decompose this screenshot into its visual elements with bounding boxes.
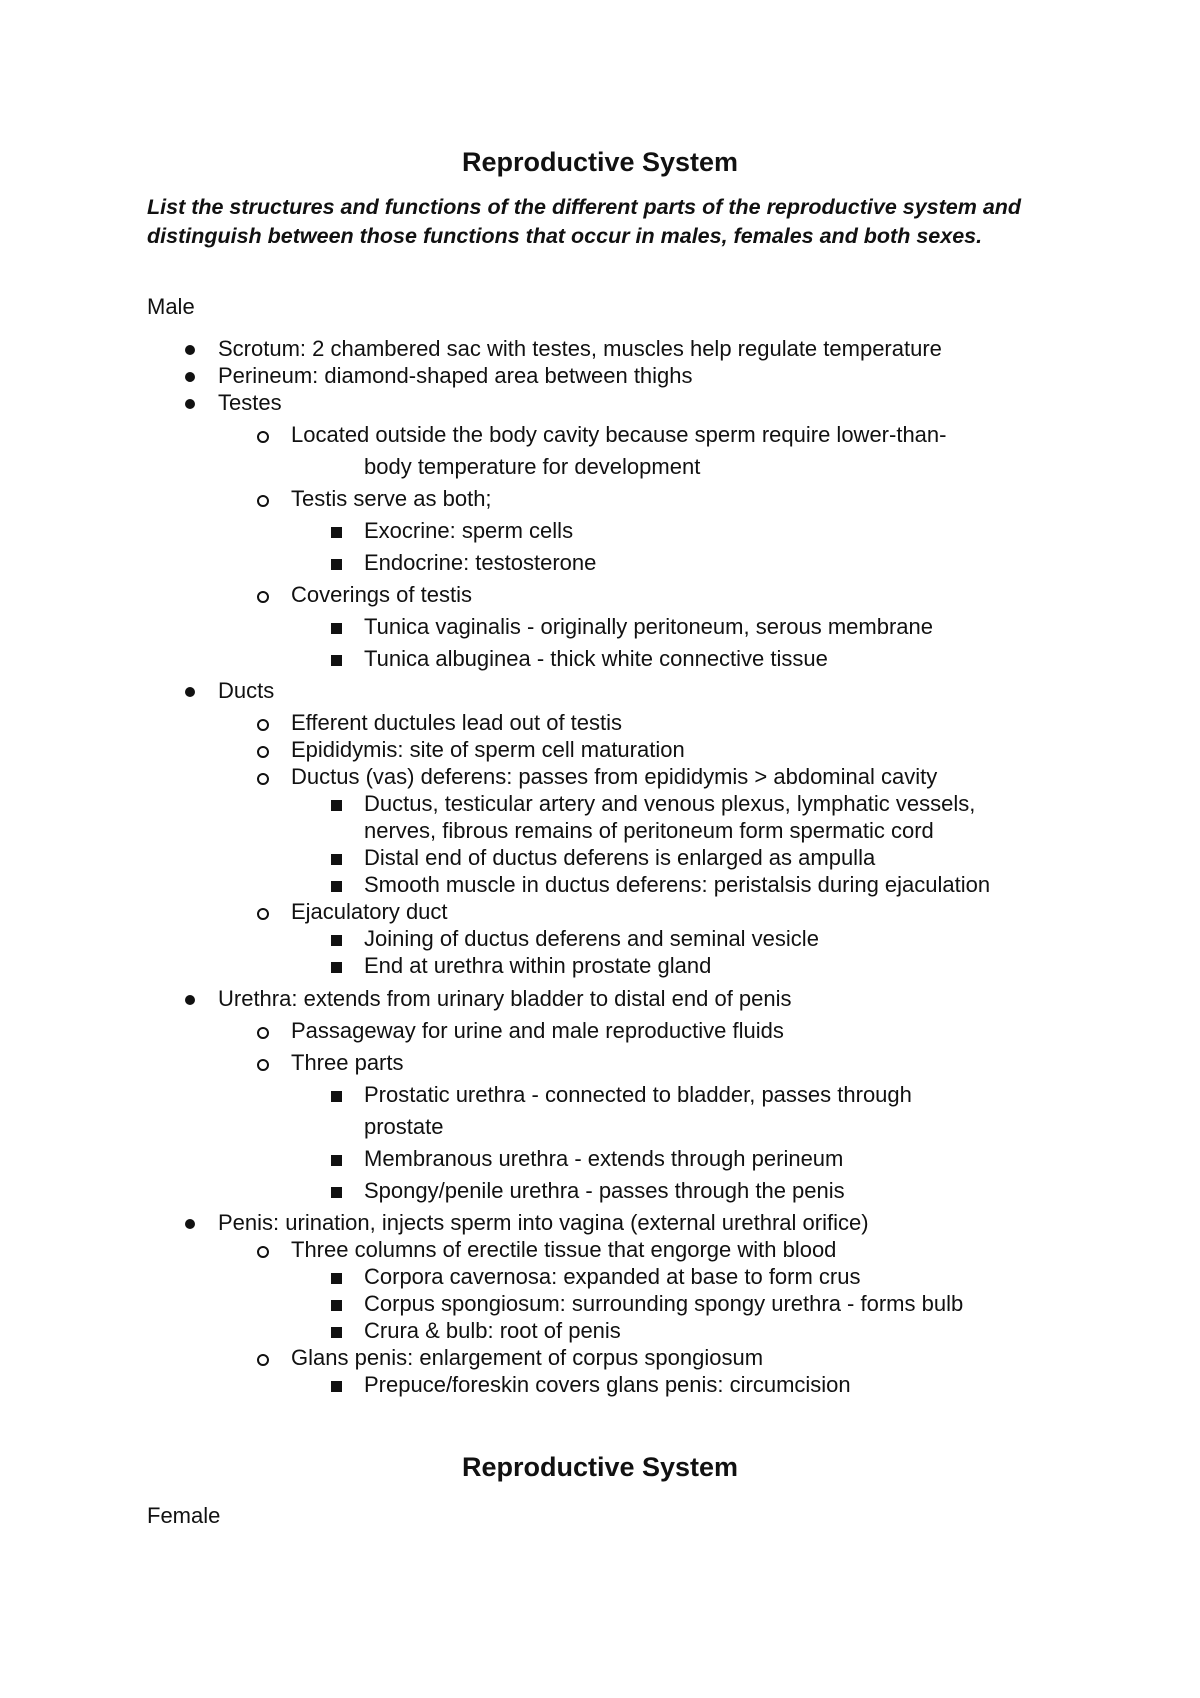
list-item-level-3: Exocrine: sperm cells xyxy=(364,518,574,543)
list-item-continuation: body temperature for development xyxy=(364,454,701,479)
square-bullet-icon xyxy=(331,1327,342,1338)
list-item-level-2: Epididymis: site of sperm cell maturation xyxy=(291,737,685,762)
circle-bullet-icon xyxy=(257,1246,269,1258)
square-bullet-icon xyxy=(331,1300,342,1311)
list-item-level-1: Urethra: extends from urinary bladder to distal end of penis xyxy=(218,986,792,1011)
square-bullet-icon xyxy=(331,655,342,666)
page-title: Reproductive System xyxy=(461,147,739,177)
circle-bullet-icon xyxy=(257,1027,269,1039)
list-item-level-1: Perineum: diamond-shaped area between thighs xyxy=(218,363,693,388)
circle-bullet-icon xyxy=(257,908,269,920)
list-item-continuation: nerves, fibrous remains of peritoneum form spermatic cord xyxy=(364,818,934,843)
square-bullet-icon xyxy=(331,1381,342,1392)
intro-objective: List the structures and functions of the different parts of the reproductive system and distinguish between those functions that occur in males, females and both sexes. xyxy=(147,195,1022,248)
section-label-male: Male xyxy=(147,294,195,319)
square-bullet-icon xyxy=(331,935,342,946)
list-item-level-1: Ducts xyxy=(218,678,275,703)
list-item-level-3: Distal end of ductus deferens is enlarged as ampulla xyxy=(364,845,876,870)
list-item-level-3: Corpus spongiosum: surrounding spongy urethra - forms bulb xyxy=(364,1291,964,1316)
list-item-level-3: Endocrine: testosterone xyxy=(364,550,597,575)
circle-bullet-icon xyxy=(257,431,269,443)
list-item-level-3: Spongy/penile urethra - passes through the penis xyxy=(364,1178,845,1203)
square-bullet-icon xyxy=(331,1187,342,1198)
circle-bullet-icon xyxy=(257,591,269,603)
list-item-level-2: Ejaculatory duct xyxy=(291,899,448,924)
square-bullet-icon xyxy=(331,559,342,570)
square-bullet-icon xyxy=(331,881,342,892)
disc-bullet-icon xyxy=(185,372,195,382)
circle-bullet-icon xyxy=(257,1354,269,1366)
disc-bullet-icon xyxy=(185,687,195,697)
disc-bullet-icon xyxy=(185,399,195,409)
circle-bullet-icon xyxy=(257,1059,269,1071)
list-item-level-2: Ductus (vas) deferens: passes from epididymis > abdominal cavity xyxy=(291,764,938,789)
circle-bullet-icon xyxy=(257,773,269,785)
list-item-level-2: Three columns of erectile tissue that engorge with blood xyxy=(291,1237,837,1262)
circle-bullet-icon xyxy=(257,746,269,758)
circle-bullet-icon xyxy=(257,495,269,507)
square-bullet-icon xyxy=(331,623,342,634)
square-bullet-icon xyxy=(331,1155,342,1166)
list-item-level-3: End at urethra within prostate gland xyxy=(364,953,712,978)
list-item-level-3: Tunica albuginea - thick white connective tissue xyxy=(364,646,828,671)
list-item-level-2: Testis serve as both; xyxy=(291,486,492,511)
list-item-level-3: Joining of ductus deferens and seminal vesicle xyxy=(364,926,819,951)
square-bullet-icon xyxy=(331,1091,342,1102)
list-item-level-3: Corpora cavernosa: expanded at base to form crus xyxy=(364,1264,861,1289)
square-bullet-icon xyxy=(331,527,342,538)
list-item-level-2: Located outside the body cavity because sperm require lower-than- xyxy=(291,422,947,447)
list-item-level-3: Smooth muscle in ductus deferens: peristalsis during ejaculation xyxy=(364,872,991,897)
list-item-level-1: Penis: urination, injects sperm into vagina (external urethral orifice) xyxy=(218,1210,869,1235)
list-item-level-2: Passageway for urine and male reproductive fluids xyxy=(291,1018,784,1043)
list-item-level-1: Scrotum: 2 chambered sac with testes, muscles help regulate temperature xyxy=(218,336,942,361)
circle-bullet-icon xyxy=(257,719,269,731)
square-bullet-icon xyxy=(331,962,342,973)
disc-bullet-icon xyxy=(185,345,195,355)
list-item-level-3: Crura & bulb: root of penis xyxy=(364,1318,621,1343)
list-item-level-1: Testes xyxy=(218,390,282,415)
square-bullet-icon xyxy=(331,854,342,865)
section-title-2: Reproductive System xyxy=(461,1452,739,1482)
list-item-level-2: Efferent ductules lead out of testis xyxy=(291,710,623,735)
list-item-level-3: Tunica vaginalis - originally peritoneum, serous membrane xyxy=(364,614,934,639)
list-item-level-3: Prostatic urethra - connected to bladder, passes through xyxy=(364,1082,912,1107)
section-label-female: Female xyxy=(147,1503,221,1528)
square-bullet-icon xyxy=(331,1273,342,1284)
list-item-continuation: prostate xyxy=(364,1114,444,1139)
disc-bullet-icon xyxy=(185,995,195,1005)
list-item-level-2: Coverings of testis xyxy=(291,582,472,607)
list-item-level-2: Three parts xyxy=(291,1050,404,1075)
list-item-level-3: Prepuce/foreskin covers glans penis: circumcision xyxy=(364,1372,851,1397)
disc-bullet-icon xyxy=(185,1219,195,1229)
list-item-level-3: Membranous urethra - extends through perineum xyxy=(364,1146,844,1171)
list-item-level-3: Ductus, testicular artery and venous plexus, lymphatic vessels, xyxy=(364,791,976,816)
square-bullet-icon xyxy=(331,800,342,811)
list-item-level-2: Glans penis: enlargement of corpus spongiosum xyxy=(291,1345,764,1370)
